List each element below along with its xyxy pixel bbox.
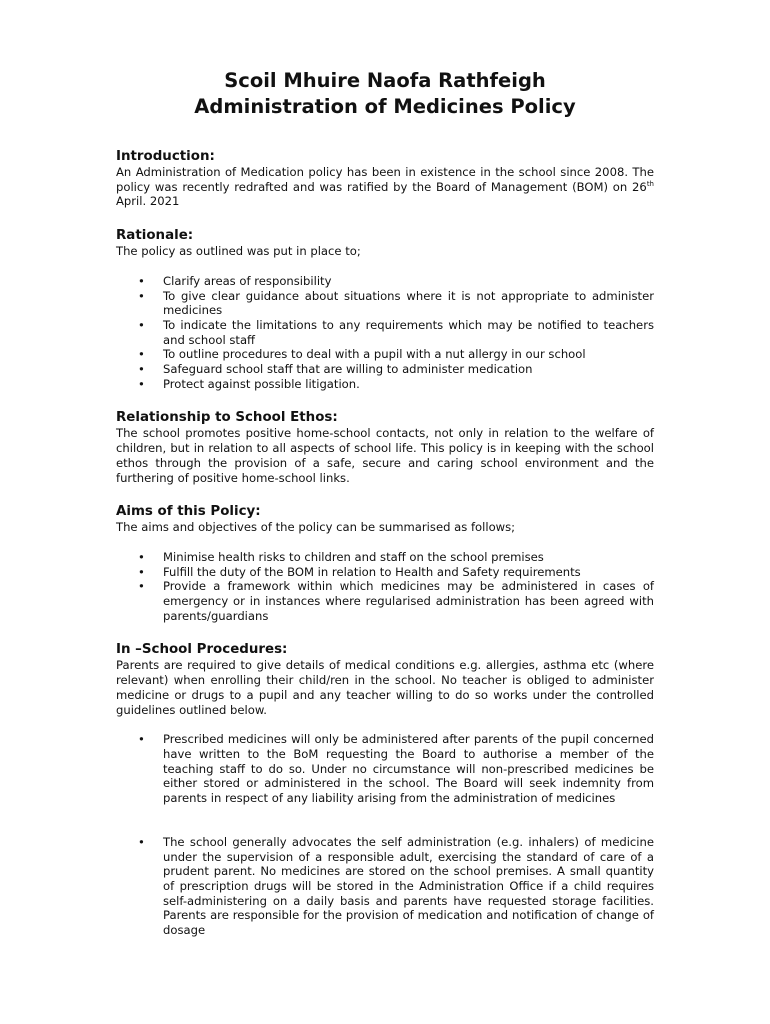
list-item: • Prescribed medicines will only be administered after parents of the pupil concerned have written to the BoM requesting the Board to authorise a member of the teaching staff to do so. Under no circumstance will non-prescribed medicines be either stored or administered in the school. The Board will seek indemnity from parents in respect of any liability arising from the administration of medicines — [116, 732, 654, 806]
aims-intro: The aims and objectives of the policy can be summarised as follows; — [116, 520, 516, 535]
procedures-text: Parents are required to give details of medical conditions e.g. allergies, asthma etc (where relevant) when enrolling their child/ren in the school. No teacher is obliged to administer medicine or drugs to a pupil and any teacher willing to do so works under the controlled guidelines outlined below. — [116, 658, 654, 717]
introduction-text-part1: An Administration of Medication policy has been in existence in the school since 2008. The policy was recently redrafted and was ratified by the Board of Management (BOM) on 26 — [116, 165, 654, 194]
aims-list — [116, 550, 654, 624]
aims-section — [116, 503, 654, 623]
procedures-list — [116, 732, 654, 937]
list-item: • Fulfill the duty of the BOM in relation to Health and Safety requirements — [116, 565, 654, 580]
ethos-section — [116, 409, 654, 485]
rationale-list — [116, 274, 654, 392]
list-item: • To outline procedures to deal with a pupil with a nut allergy in our school — [116, 347, 654, 362]
ethos-text: The school promotes positive home-school contacts, not only in relation to the welfare of children, but in relation to all aspects of school life. This policy is in keeping with the school ethos through the provision of a safe, secure and caring school environment and the furthering of positive home-school links. — [116, 426, 654, 485]
list-item: • Minimise health risks to children and staff on the school premises — [116, 550, 654, 565]
date-superscript: th — [646, 179, 654, 188]
document-body — [116, 148, 654, 967]
policy-name: Administration of Medicines Policy — [194, 95, 576, 118]
list-item: • The school generally advocates the self administration (e.g. inhalers) of medicine under the supervision of a responsible adult, exercising the standard of care of a prudent parent. No medicines are stored on the school premises. A small quantity of prescription drugs will be stored in the Administration Office if a child requires self-administering on a daily basis and parents have requested storage facilities. Parents are responsible for the provision of medication and notification of change of dosage — [116, 835, 654, 938]
list-item: • Protect against possible litigation. — [116, 377, 654, 392]
school-name: Scoil Mhuire Naofa Rathfeigh — [224, 69, 546, 92]
rationale-heading: Rationale: — [116, 228, 194, 244]
list-item: • To give clear guidance about situations where it is not appropriate to administer medicines — [116, 289, 654, 318]
list-item: • To indicate the limitations to any requirements which may be notified to teachers and school staff — [116, 318, 654, 347]
rationale-intro: The policy as outlined was put in place to; — [116, 244, 361, 259]
introduction-text — [116, 165, 654, 209]
introduction-section — [116, 148, 654, 209]
list-item: • Provide a framework within which medicines may be administered in cases of emergency or in instances where regularised administration has been agreed with parents/guardians — [116, 579, 654, 623]
aims-heading: Aims of this Policy: — [116, 504, 261, 520]
procedures-section — [116, 641, 654, 937]
list-item: • Clarify areas of responsibility — [116, 274, 654, 289]
introduction-heading: Introduction: — [116, 149, 215, 164]
document-title — [0, 68, 770, 120]
procedures-heading: In –School Procedures: — [116, 642, 288, 658]
rationale-section — [116, 227, 654, 391]
ethos-heading: Relationship to School Ethos: — [116, 410, 338, 426]
introduction-text-part2: April. 2021 — [116, 194, 180, 209]
list-item: • Safeguard school staff that are willing to administer medication — [116, 362, 654, 377]
